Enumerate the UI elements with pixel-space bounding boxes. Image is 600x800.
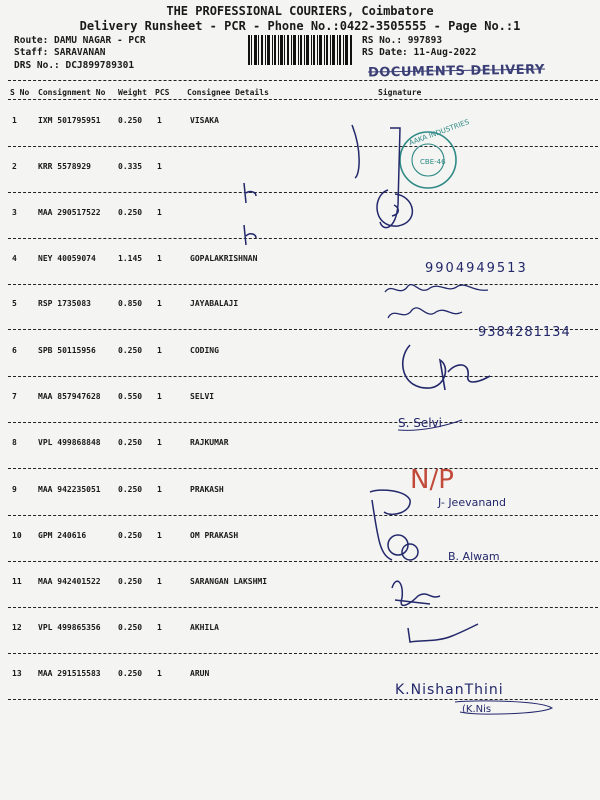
rs-date: RS Date: 11-Aug-2022 xyxy=(362,47,477,58)
row13-signature-loop xyxy=(455,701,552,714)
table-row xyxy=(0,254,600,284)
table-row xyxy=(0,299,600,329)
row-pcs: 1 xyxy=(157,392,162,401)
barcode xyxy=(248,35,353,65)
col-weight: Weight xyxy=(118,88,147,97)
row-weight: 0.250 xyxy=(118,438,143,447)
company-name: THE PROFESSIONAL COURIERS, Coimbatore xyxy=(166,4,434,18)
row-sno: 13 xyxy=(12,669,22,678)
row-weight: 0.250 xyxy=(118,669,143,678)
row-divider xyxy=(8,515,598,516)
row-consignee: RAJKUMAR xyxy=(190,438,229,447)
col-sno: S No xyxy=(10,88,30,97)
row-consignment: MAA 291515583 xyxy=(38,669,101,678)
table-row xyxy=(0,485,600,515)
row-sno: 4 xyxy=(12,254,17,263)
table-row xyxy=(0,392,600,422)
row-consignment: KRR 5578929 xyxy=(38,162,91,171)
row-weight: 0.250 xyxy=(118,346,143,355)
drs-number: DRS No.: DCJ899789301 xyxy=(14,60,135,71)
row-pcs: 1 xyxy=(157,485,162,494)
row-divider xyxy=(8,653,598,654)
row-consignee: VISAKA xyxy=(190,116,219,125)
row-consignee: GOPALAKRISHNAN xyxy=(190,254,258,263)
documents-delivery-stamp: DOCUMENTS DELIVERY xyxy=(367,62,545,81)
row-consignment: GPM 240616 xyxy=(38,531,87,540)
row-consignment: SPB 50115956 xyxy=(38,346,96,355)
row-sno: 11 xyxy=(12,577,22,586)
row-consignee: SARANGAN LAKSHMI xyxy=(190,577,268,586)
row13-signature: K.NishanThini xyxy=(395,682,504,698)
row10-signature: B. Alwam xyxy=(448,550,500,563)
row-consignment: RSP 1735083 xyxy=(38,299,91,308)
row-weight: 0.250 xyxy=(118,577,143,586)
col-consignee: Consignee Details xyxy=(187,88,269,97)
row-pcs: 1 xyxy=(157,346,162,355)
table-row xyxy=(0,531,600,561)
row-divider xyxy=(8,699,598,700)
col-pcs: PCS xyxy=(155,88,170,97)
col-signature: Signature xyxy=(378,88,422,97)
row-divider xyxy=(8,238,598,239)
staff-label: Staff: SARAVANAN xyxy=(14,47,106,58)
row-divider xyxy=(8,607,598,608)
row-pcs: 1 xyxy=(157,162,162,171)
table-row xyxy=(0,438,600,468)
row-divider xyxy=(8,422,598,423)
row-divider xyxy=(8,329,598,330)
row-pcs: 1 xyxy=(157,623,162,632)
row-sno: 10 xyxy=(12,531,22,540)
row-consignment: NEY 40059074 xyxy=(38,254,96,263)
row-weight: 0.250 xyxy=(118,116,143,125)
row13-signature-short: (K.Nis xyxy=(462,704,492,715)
header-divider-top xyxy=(8,80,598,81)
table-row xyxy=(0,346,600,376)
row8-not-present-mark: N/P xyxy=(410,465,454,495)
row-consignee: OM PRAKASH xyxy=(190,531,239,540)
col-consignment: Consignment No xyxy=(38,88,106,97)
row-sno: 5 xyxy=(12,299,17,308)
row-consignee: SELVI xyxy=(190,392,215,401)
row-consignee: PRAKASH xyxy=(190,485,224,494)
table-row xyxy=(0,669,600,699)
row-consignment: VPL 499868848 xyxy=(38,438,101,447)
row-divider xyxy=(8,284,598,285)
row-sno: 8 xyxy=(12,438,17,447)
row-divider xyxy=(8,376,598,377)
row-divider xyxy=(8,561,598,562)
svg-text:CBE-46: CBE-46 xyxy=(420,158,446,166)
row-sno: 6 xyxy=(12,346,17,355)
row-pcs: 1 xyxy=(157,438,162,447)
row-consignee: AKHILA xyxy=(190,623,219,632)
row7-signature: S. Selvi xyxy=(398,416,443,430)
table-row xyxy=(0,208,600,238)
row-consignment: MAA 942235051 xyxy=(38,485,101,494)
row-consignee: JAYABALAJI xyxy=(190,299,239,308)
table-row xyxy=(0,116,600,146)
row-consignment: VPL 499865356 xyxy=(38,623,101,632)
row-weight: 0.850 xyxy=(118,299,143,308)
rs-number: RS No.: 997893 xyxy=(362,35,443,46)
row-weight: 0.250 xyxy=(118,623,143,632)
svg-text:AAKA INDUSTRIES: AAKA INDUSTRIES xyxy=(407,117,471,148)
row-pcs: 1 xyxy=(157,208,162,217)
row-weight: 0.250 xyxy=(118,208,143,217)
row-weight: 0.550 xyxy=(118,392,143,401)
row-sno: 9 xyxy=(12,485,17,494)
row-consignment: MAA 942401522 xyxy=(38,577,101,586)
row-weight: 1.145 xyxy=(118,254,143,263)
table-row xyxy=(0,577,600,607)
row-sno: 1 xyxy=(12,116,17,125)
row-pcs: 1 xyxy=(157,531,162,540)
row-sno: 7 xyxy=(12,392,17,401)
row-sno: 3 xyxy=(12,208,17,217)
row-pcs: 1 xyxy=(157,669,162,678)
header-divider-bottom xyxy=(8,99,598,100)
row-pcs: 1 xyxy=(157,299,162,308)
row-weight: 0.250 xyxy=(118,531,143,540)
row-divider xyxy=(8,468,598,469)
row-weight: 0.250 xyxy=(118,485,143,494)
row4-phone-handwriting: 9904949513 xyxy=(425,261,528,276)
table-row xyxy=(0,623,600,653)
row-consignee: CODING xyxy=(190,346,219,355)
row-consignee: ARUN xyxy=(190,669,210,678)
row-pcs: 1 xyxy=(157,116,162,125)
row9-signature: J- Jeevanand xyxy=(438,496,507,509)
row-pcs: 1 xyxy=(157,254,162,263)
table-row xyxy=(0,162,600,192)
runsheet-subtitle: Delivery Runsheet - PCR - Phone No.:0422-3505555 - Page No.:1 xyxy=(79,19,521,33)
row-weight: 0.335 xyxy=(118,162,143,171)
row-pcs: 1 xyxy=(157,577,162,586)
row-consignment: IXM 501795951 xyxy=(38,116,101,125)
row-divider xyxy=(8,146,598,147)
row-consignment: MAA 857947628 xyxy=(38,392,101,401)
row-sno: 2 xyxy=(12,162,17,171)
row-sno: 12 xyxy=(12,623,22,632)
row-divider xyxy=(8,192,598,193)
row5-phone-handwriting: 9384281134 xyxy=(478,325,571,340)
route-label: Route: DAMU NAGAR - PCR xyxy=(14,35,146,46)
row-consignment: MAA 290517522 xyxy=(38,208,101,217)
